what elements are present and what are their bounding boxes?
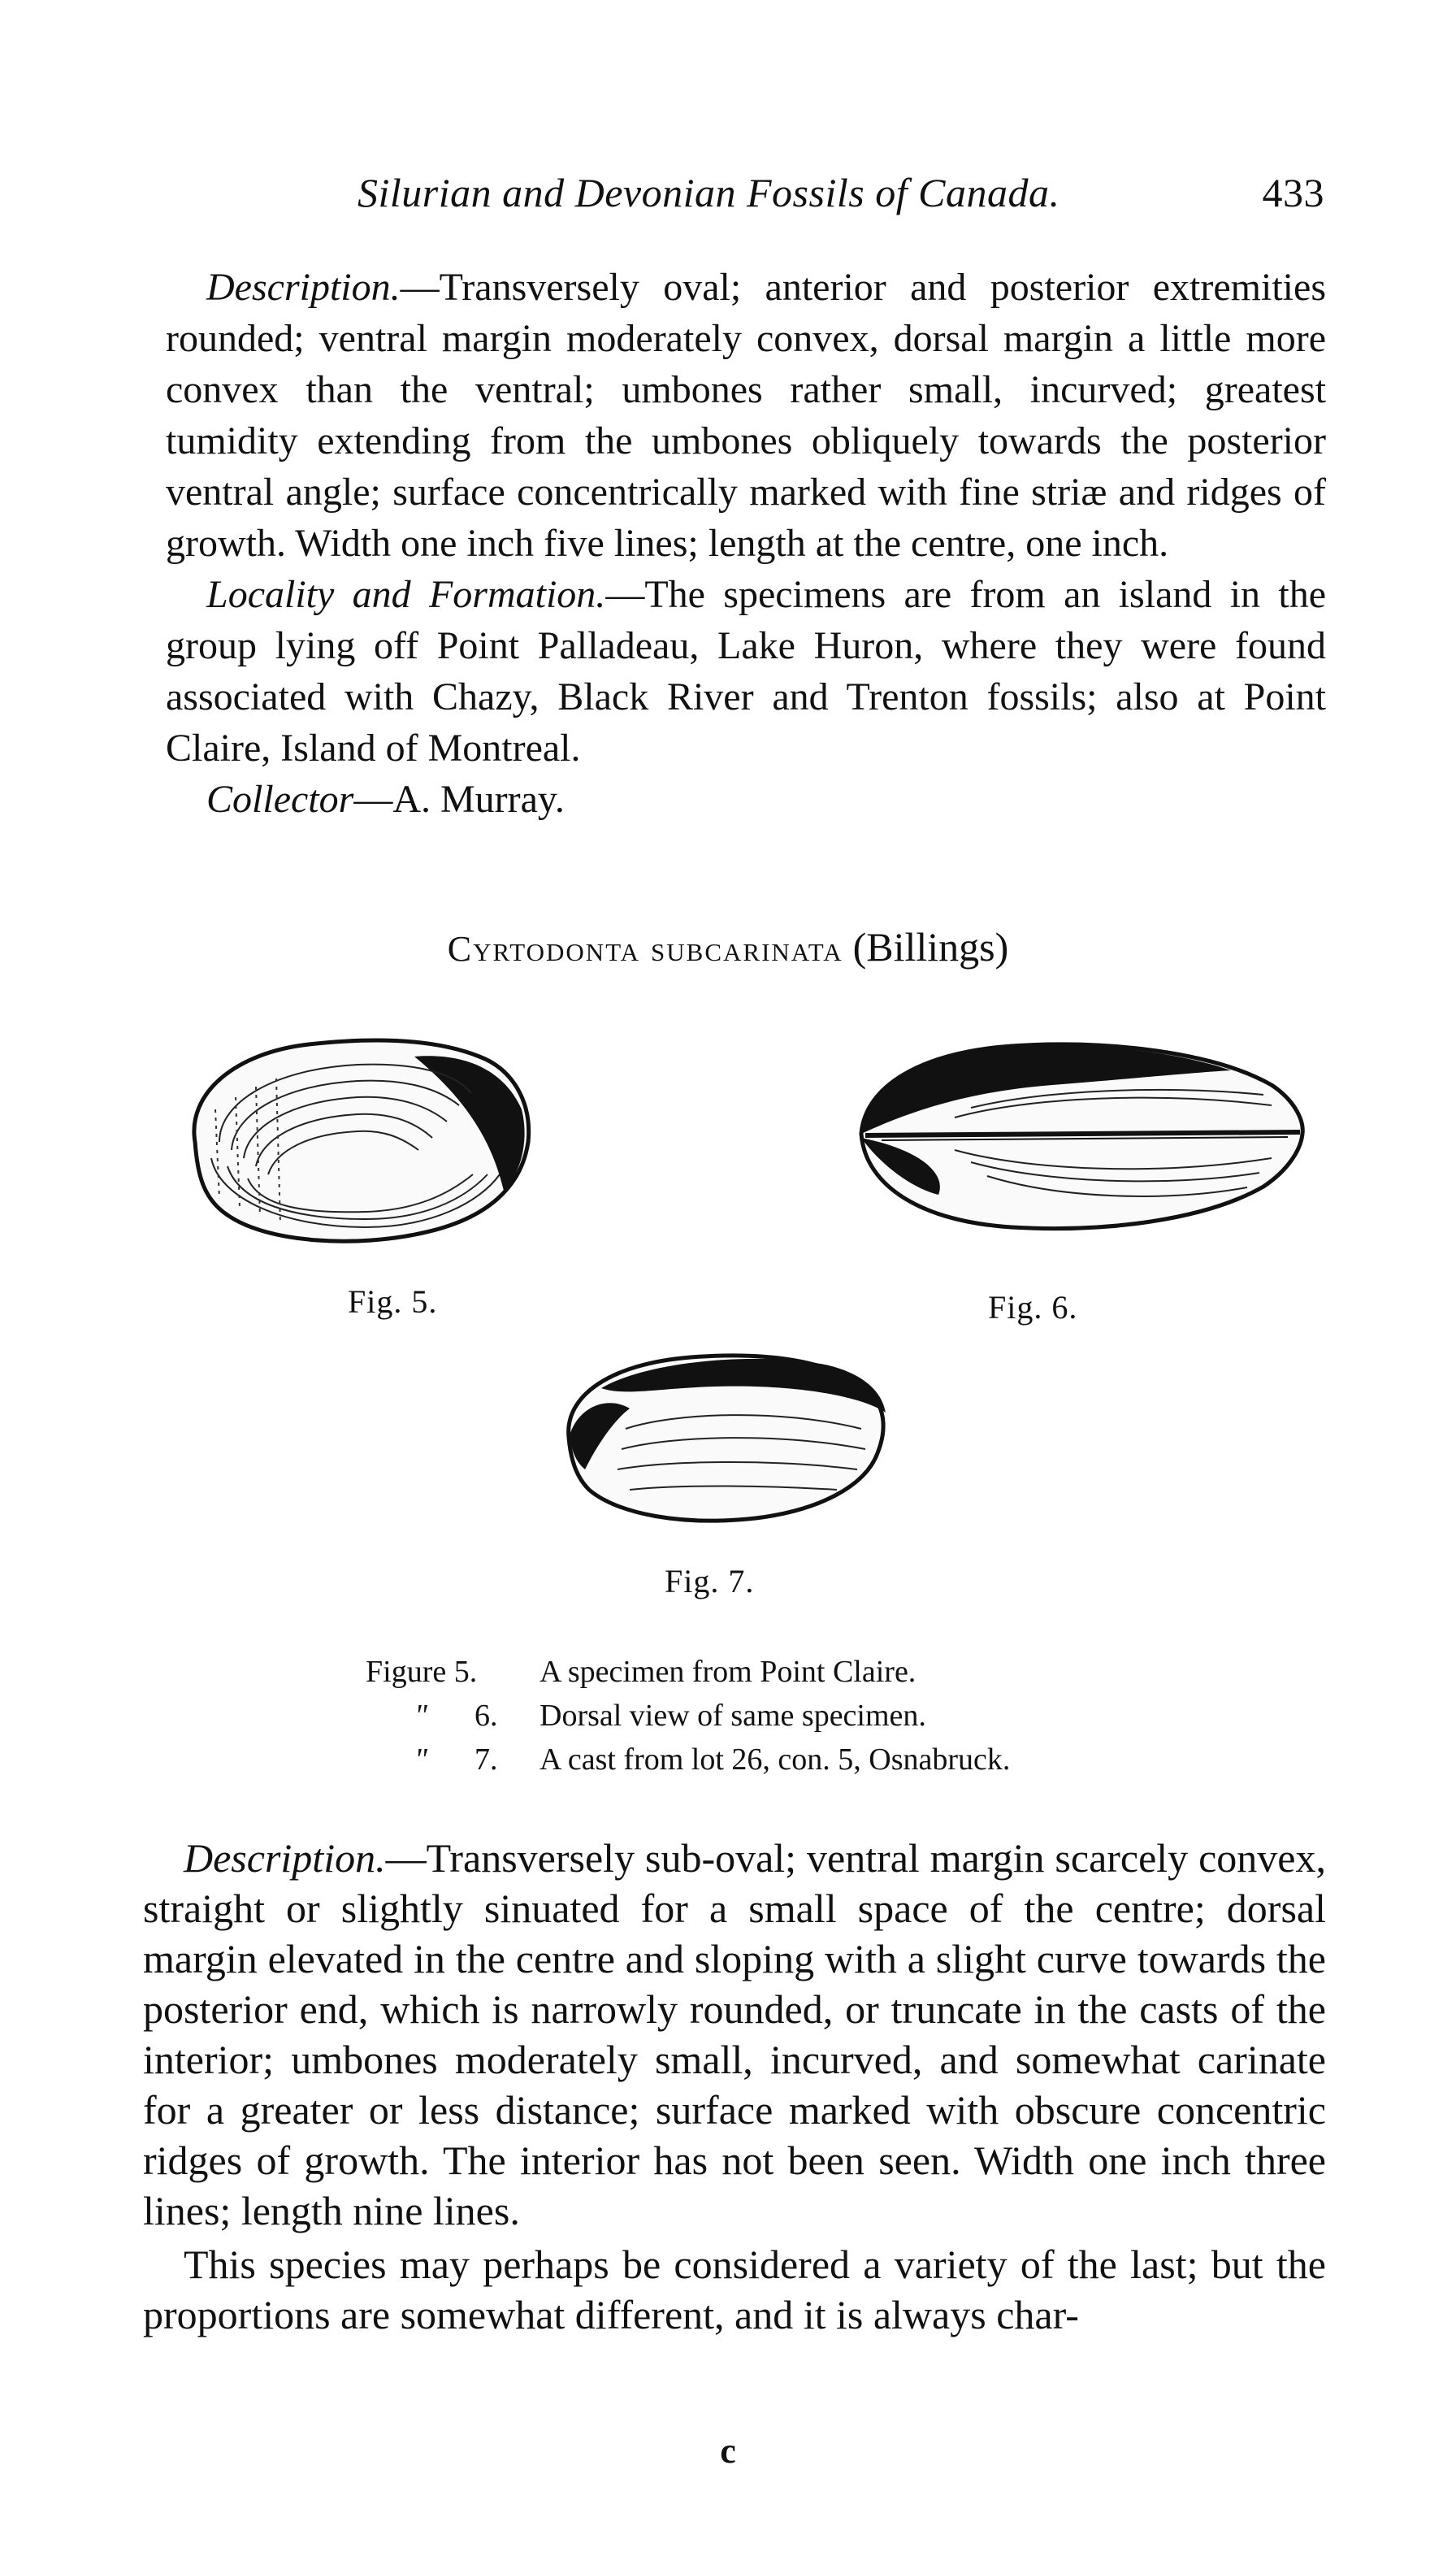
description-label-2: Description.	[184, 1835, 386, 1881]
section-cyrtodonta-subcarinata	[143, 1833, 1326, 2340]
legend-row	[366, 1738, 1178, 1782]
description-text-2: —Transversely sub-oval; ventral margin scarcely convex, straight or slightly sinuated for a small space of the centre; dorsal margin elevated in the centre and sloping with a slight curve towards the posterior end, which is narrowly rounded, or truncate in the casts of the interior; umbones moderately small, incurved, and somewhat carinate for a greater or less distance; surface marked with obscure concentric ridges of growth. The interior has not been seen. Width one inch three lines; length nine lines.	[143, 1835, 1326, 2233]
remark-paragraph	[143, 2239, 1326, 2340]
legend-number: 6.	[474, 1699, 498, 1733]
description-paragraph-2	[143, 1833, 1326, 2236]
legend-text: A cast from lot 26, con. 5, Osnabruck.	[540, 1743, 1011, 1777]
species-name: Cyrtodonta subcarinata	[447, 929, 843, 969]
description-label-1: Description.	[206, 266, 401, 309]
description-text-1: —Transversely oval; anterior and posterior extremities rounded; ventral margin moderately convex, dorsal margin a little more convex than the ventral; umbones rather small, incurved; greatest tumidity extending from the umbones obliquely towards the posterior ventral angle; surface concentrically marked with fine striæ and ridges of growth. Width one inch five lines; length at the centre, one inch.	[166, 266, 1326, 565]
figure-7-cast-illustration	[552, 1339, 894, 1543]
locality-label: Locality and Formation.	[206, 573, 606, 616]
legend-row	[366, 1694, 1178, 1738]
figure-6-dorsal-view-illustration	[849, 1028, 1312, 1248]
collector-text: —A. Murray.	[353, 778, 565, 821]
collector-paragraph	[166, 774, 1326, 825]
legend-row	[366, 1650, 1178, 1694]
figure-7-label: Fig. 7.	[665, 1563, 755, 1599]
figure-6-label: Fig. 6.	[988, 1289, 1078, 1326]
legend-figure-ref: "	[414, 1743, 427, 1777]
species-authority: (Billings)	[852, 924, 1009, 970]
page-number: 433	[1262, 170, 1324, 215]
collector-label: Collector	[206, 778, 354, 821]
section-previous-species	[166, 262, 1326, 825]
figure-legend	[366, 1650, 1178, 1782]
remark-text: This species may perhaps be considered a variety of the last; but the proportions are somewhat different, and it is always char-	[143, 2242, 1326, 2337]
legend-text: Dorsal view of same specimen.	[540, 1699, 926, 1733]
legend-text: A specimen from Point Claire.	[540, 1655, 916, 1689]
running-title: Silurian and Devonian Fossils of Canada.	[358, 170, 1060, 215]
locality-paragraph	[166, 569, 1326, 774]
description-paragraph-1	[166, 262, 1326, 569]
legend-figure-ref: "	[414, 1699, 427, 1733]
legend-number: 7.	[474, 1743, 498, 1777]
figure-5-shell-illustration	[171, 1020, 577, 1256]
species-heading	[0, 923, 1456, 970]
signature-mark: c	[720, 2431, 736, 2471]
figure-5-label: Fig. 5.	[348, 1283, 438, 1320]
legend-figure-ref: Figure 5.	[366, 1655, 478, 1689]
locality-text: —The specimens are from an island in the group lying off Point Palladeau, Lake Huron, where they were found associated with Chazy, Black River and Trenton fossils; also at Point Claire, Island of Montreal.	[166, 573, 1327, 770]
running-head	[358, 169, 1324, 218]
